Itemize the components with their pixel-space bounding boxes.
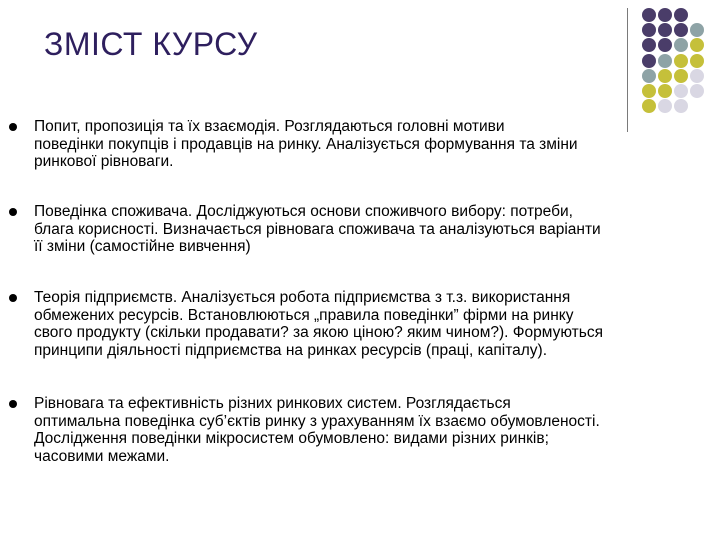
topic-heading: Попит, пропозиція та їх взаємодія <box>34 118 276 135</box>
topic-heading: Поведінка споживача <box>34 203 188 220</box>
bullet-dot-icon <box>9 123 17 131</box>
topic-heading: Теорія підприємств <box>34 289 173 306</box>
topic-text: . Розглядається <box>397 395 511 412</box>
topic-text: . Розглядаються головні мотиви <box>275 118 505 135</box>
topic-text: . Досліджуються основи споживчого вибору: потреби, <box>187 203 573 220</box>
topic-text: її зміни (самостійне вивчення) <box>34 238 251 255</box>
bullet-text <box>34 118 684 171</box>
bullet-text <box>34 203 684 256</box>
topic-text: оптимальна поведінка суб’єктів ринку з урахуванням їх взаємо обумовленості. <box>34 412 600 430</box>
topic-text: блага корисності. Визначається рівновага споживача та аналізуються варіанти <box>34 220 601 238</box>
bullet-dot-icon <box>9 400 17 408</box>
topic-text: Дослідження поведінки мікросистем обумовлено: видами різних ринків; <box>34 430 549 447</box>
topic-text: . Аналізується робота підприємства з т.з. використання <box>172 289 571 306</box>
topic-text: обмежених ресурсів. Встановлюються „правила поведінки” фірми на ринку <box>34 306 574 324</box>
topic-heading: Рівновага та ефективність різних ринкових систем <box>34 395 398 412</box>
topic-text: поведінки покупців і продавців на ринку. Аналізується формування та зміни <box>34 135 578 153</box>
topic-text: свого продукту (скільки продавати? за якою ціною? яким чином?). Формуються <box>34 324 603 341</box>
bullet-text <box>34 289 684 359</box>
bullet-dot-icon <box>9 294 17 302</box>
topic-text: часовими межами. <box>34 447 170 465</box>
bullet-text <box>34 395 684 465</box>
topic-text: принципи діяльності підприємства на ринках ресурсів (праці, капіталу). <box>34 341 548 359</box>
slide-title: ЗМІСТ КУРСУ <box>44 26 258 62</box>
topic-text: ринкової рівноваги. <box>34 153 174 170</box>
bullet-dot-icon <box>9 208 17 216</box>
